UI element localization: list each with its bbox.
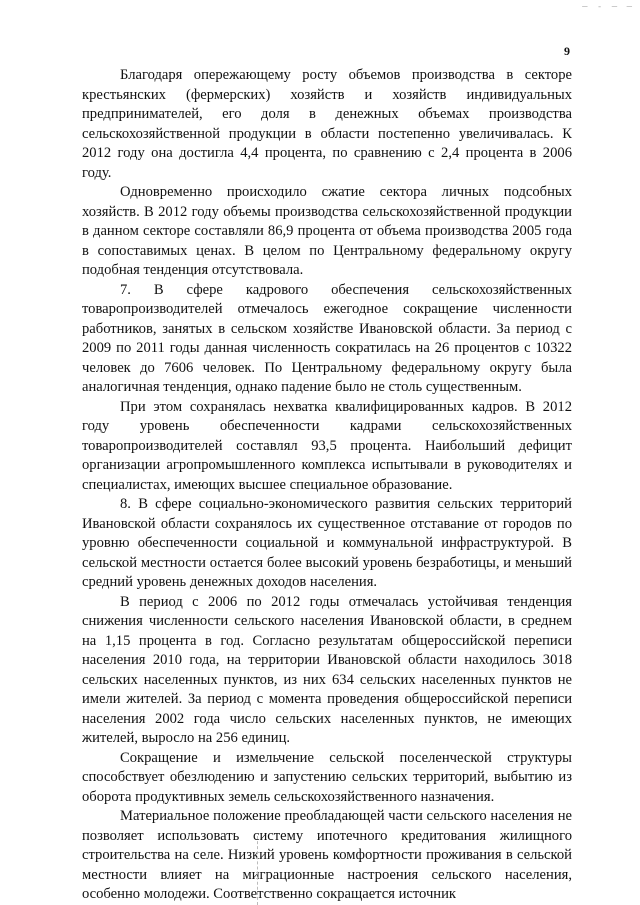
paragraph-qualified-staff: При этом сохранялась нехватка квалифицированных кадров. В 2012 году уровень обеспеченности кадрами сельскохозяйственных товаропроизводителей составлял 93,5 процента. Наибольший дефицит организации агропромышленного комплекса испытывали в руководителях и специалистах, имеющих высшее специальное образование.	[82, 398, 572, 493]
page-number: 9	[564, 44, 570, 58]
paragraph-rural-development: 8. В сфере социально-экономического развития сельских территорий Ивановской области сохранялось их существенное отставание от городов по уровню обеспеченности социальной и коммунальной инфраструктурой. В сельской местности остается более высокий уровень безработицы, и меньший средний уровень денежных доходов населения.	[82, 496, 572, 590]
body-text	[82, 66, 572, 905]
paragraph-farm-share: Благодаря опережающему росту объемов производства в секторе крестьянских (фермерских) хозяйств и хозяйств индивидуальных предпринимателей, его доля в денежных объемах производства сельскохозяйственной продукции в области постепенно увеличивалась. К 2012 году она достигла 4,4 процента, по сравнению с 2,4 процента в 2006 году.	[82, 67, 572, 181]
paragraph-staffing: 7. В сфере кадрового обеспечения сельскохозяйственных товаропроизводителей отмечалось ежегодное сокращение численности работников, занятых в сельском хозяйстве Ивановской области. За период с 2009 по 2011 годы данная численность сократилась на 26 процентов с 10322 человек до 7606 человек. По Центральному федеральному округу была аналогичная тенденция, однако падение было не столь существенным.	[82, 281, 572, 395]
scan-artifact-line	[257, 836, 258, 905]
paragraph-household-sector: Одновременно происходило сжатие сектора личных подсобных хозяйств. В 2012 году объемы производства сельскохозяйственной продукции в данном секторе составляли 86,9 процента от объема производства 2005 года в сопоставимых ценах. В целом по Центральному федеральному округу подобная тенденция отсутствовала.	[82, 184, 572, 278]
paragraph-rural-population: В период с 2006 по 2012 годы отмечалась устойчивая тенденция снижения численности сельского населения Ивановской области, в среднем на 1,15 процента в год. Согласно результатам общероссийской переписи населения 2010 года, на территории Ивановской области находилось 3018 сельских населенных пунктов, из них 634 сельских населенных пунктов не имели жителей. За период с момента проведения общероссийской переписи населения 2002 года число сельских населенных пунктов, не имеющих жителей, выросло на 256 единиц.	[82, 593, 572, 746]
paragraph-settlement-structure: Сокращение и измельчение сельской поселенческой структуры способствует обезлюдению и запустению сельских территорий, выбытию из оборота продуктивных земель сельскохозяйственного назначения.	[82, 749, 572, 805]
scan-corner-mark: — - — —	[582, 2, 634, 12]
paragraph-housing-credit: Материальное положение преобладающей части сельского населения не позволяет использовать систему ипотечного кредитования жилищного строительства на селе. Низкий уровень комфортности проживания в сельской местности влияет на миграционные настроения сельского населения, особенно молодежи. Соответственно сокращается источник	[82, 808, 572, 902]
